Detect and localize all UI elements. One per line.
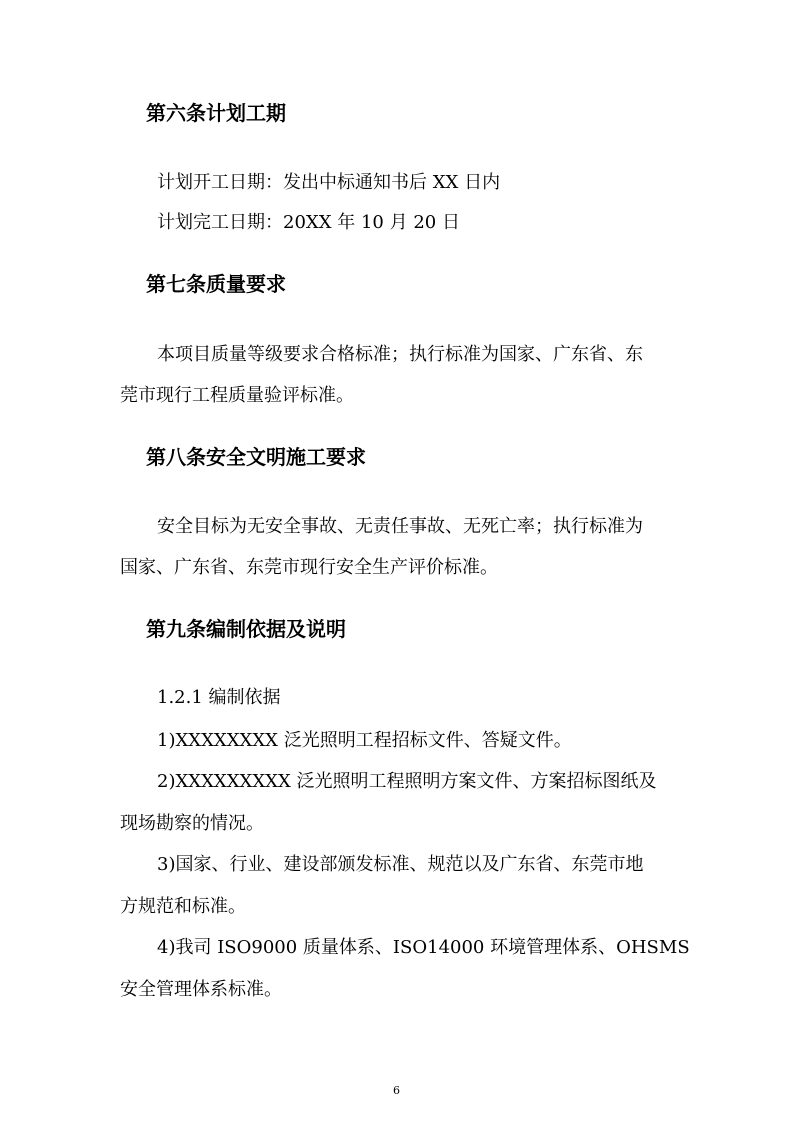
paragraph-line: 安全管理体系标准。 [120,979,282,1000]
paragraph-line: 1)XXXXXXXX 泛光照明工程招标文件、答疑文件。 [157,730,572,751]
paragraph-line: 莞市现行工程质量验评标准。 [120,385,354,406]
page-number: 6 [393,1084,400,1097]
paragraph-line: 计划完工日期：20XX 年 10 月 20 日 [157,212,460,233]
section-heading-9: 第九条编制依据及说明 [146,617,346,641]
paragraph-line: 4)我司 ISO9000 质量体系、ISO14000 环境管理体系、OHSMS [157,937,690,958]
paragraph-line: 安全目标为无安全事故、无责任事故、无死亡率；执行标准为 [157,516,643,537]
paragraph-line: 3)国家、行业、建设部颁发标准、规范以及广东省、东莞市地 [157,854,644,875]
paragraph-line: 计划开工日期：发出中标通知书后 XX 日内 [157,172,501,193]
paragraph-line: 现场勘察的情况。 [120,813,264,834]
section-heading-6: 第六条计划工期 [146,101,286,125]
paragraph-line: 方规范和标准。 [120,896,246,917]
section-heading-8: 第八条安全文明施工要求 [146,445,366,469]
paragraph-line: 国家、广东省、东莞市现行安全生产评价标准。 [120,557,498,578]
paragraph-line: 2)XXXXXXXXX 泛光照明工程照明方案文件、方案招标图纸及 [157,771,657,792]
paragraph-line: 1.2.1 编制依据 [157,687,281,708]
paragraph-line: 本项目质量等级要求合格标准；执行标准为国家、广东省、东 [157,344,643,365]
section-heading-7: 第七条质量要求 [146,272,286,296]
